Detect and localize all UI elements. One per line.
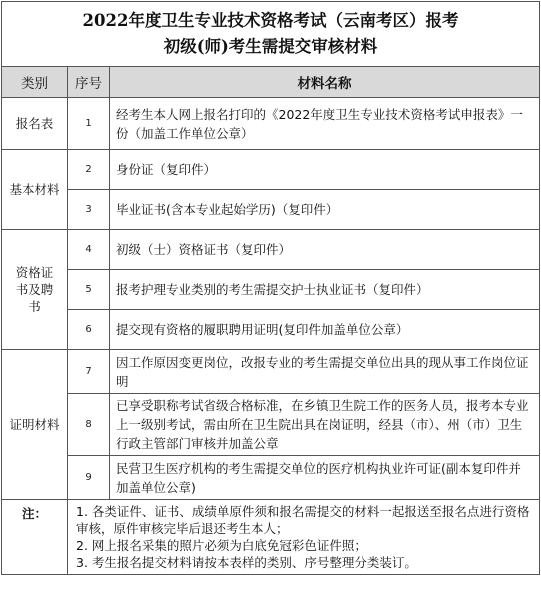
material-cell: 提交现有资格的履职聘用证明(复印件加盖单位公章）	[110, 310, 540, 350]
note-item: 2. 网上报名采集的照片必须为白底免冠彩色证件照；	[76, 538, 367, 553]
material-cell: 初级（士）资格证书（复印件）	[110, 230, 540, 270]
category-label: 资格证书及聘书	[15, 265, 54, 314]
table-row	[2, 190, 540, 230]
seq-cell: 6	[68, 310, 110, 350]
category-cell: 证明材料	[2, 350, 68, 500]
table-header	[2, 67, 540, 98]
material-cell: 毕业证书(含本专业起始学历)（复印件）	[110, 190, 540, 230]
seq-cell: 5	[68, 270, 110, 310]
table-row	[2, 394, 540, 456]
seq-cell: 1	[68, 98, 110, 150]
material-cell: 已享受职称考试省级合格标准，在乡镇卫生院工作的医务人员，报考本专业上一级别考试，需由所在卫生院出具在岗证明，经县（市）、州（市）卫生行政主管部门审核并加盖公章	[110, 394, 540, 456]
notes-row	[2, 500, 540, 575]
seq-cell: 3	[68, 190, 110, 230]
table-row	[2, 230, 540, 270]
header-seq: 序号	[68, 67, 110, 98]
seq-cell: 4	[68, 230, 110, 270]
table-row	[2, 456, 540, 500]
table-row	[2, 350, 540, 394]
material-cell: 报考护理专业类别的考生需提交护士执业证书（复印件）	[110, 270, 540, 310]
materials-table	[1, 1, 540, 575]
seq-cell: 8	[68, 394, 110, 456]
table-row	[2, 270, 540, 310]
material-cell: 因工作原因变更岗位，改报专业的考生需提交单位出具的现从事工作岗位证明	[110, 350, 540, 394]
note-item: 3. 考生报名提交材料请按本表样的类别、序号整理分类装订。	[76, 555, 417, 570]
seq-cell: 2	[68, 150, 110, 190]
category-cell: 基本材料	[2, 150, 68, 230]
title-line-2: 初级(师)考生需提交审核材料	[163, 37, 378, 56]
table-row	[2, 150, 540, 190]
seq-cell: 9	[68, 456, 110, 500]
notes-cell	[68, 500, 540, 575]
material-cell: 民营卫生医疗机构的考生需提交单位的医疗机构执业许可证(副本复印件并加盖单位公章)	[110, 456, 540, 500]
material-cell: 经考生本人网上报名打印的《2022年度卫生专业技术资格考试申报表》一份（加盖工作单位公章）	[110, 98, 540, 150]
category-cell	[2, 230, 68, 350]
document-title	[2, 2, 540, 67]
seq-cell: 7	[68, 350, 110, 394]
table-row	[2, 310, 540, 350]
note-item: 1. 各类证件、证书、成绩单原件须和报名需提交的材料一起报送至报名点进行资格审核，原件审核完毕后退还考生本人；	[76, 504, 530, 536]
material-cell: 身份证（复印件）	[110, 150, 540, 190]
notes-label: 注：	[2, 500, 68, 575]
table-row	[2, 98, 540, 150]
title-line-1: 2022年度卫生专业技术资格考试（云南考区）报考	[82, 11, 459, 30]
header-category: 类别	[2, 67, 68, 98]
header-material: 材料名称	[110, 67, 540, 98]
category-cell: 报名表	[2, 98, 68, 150]
